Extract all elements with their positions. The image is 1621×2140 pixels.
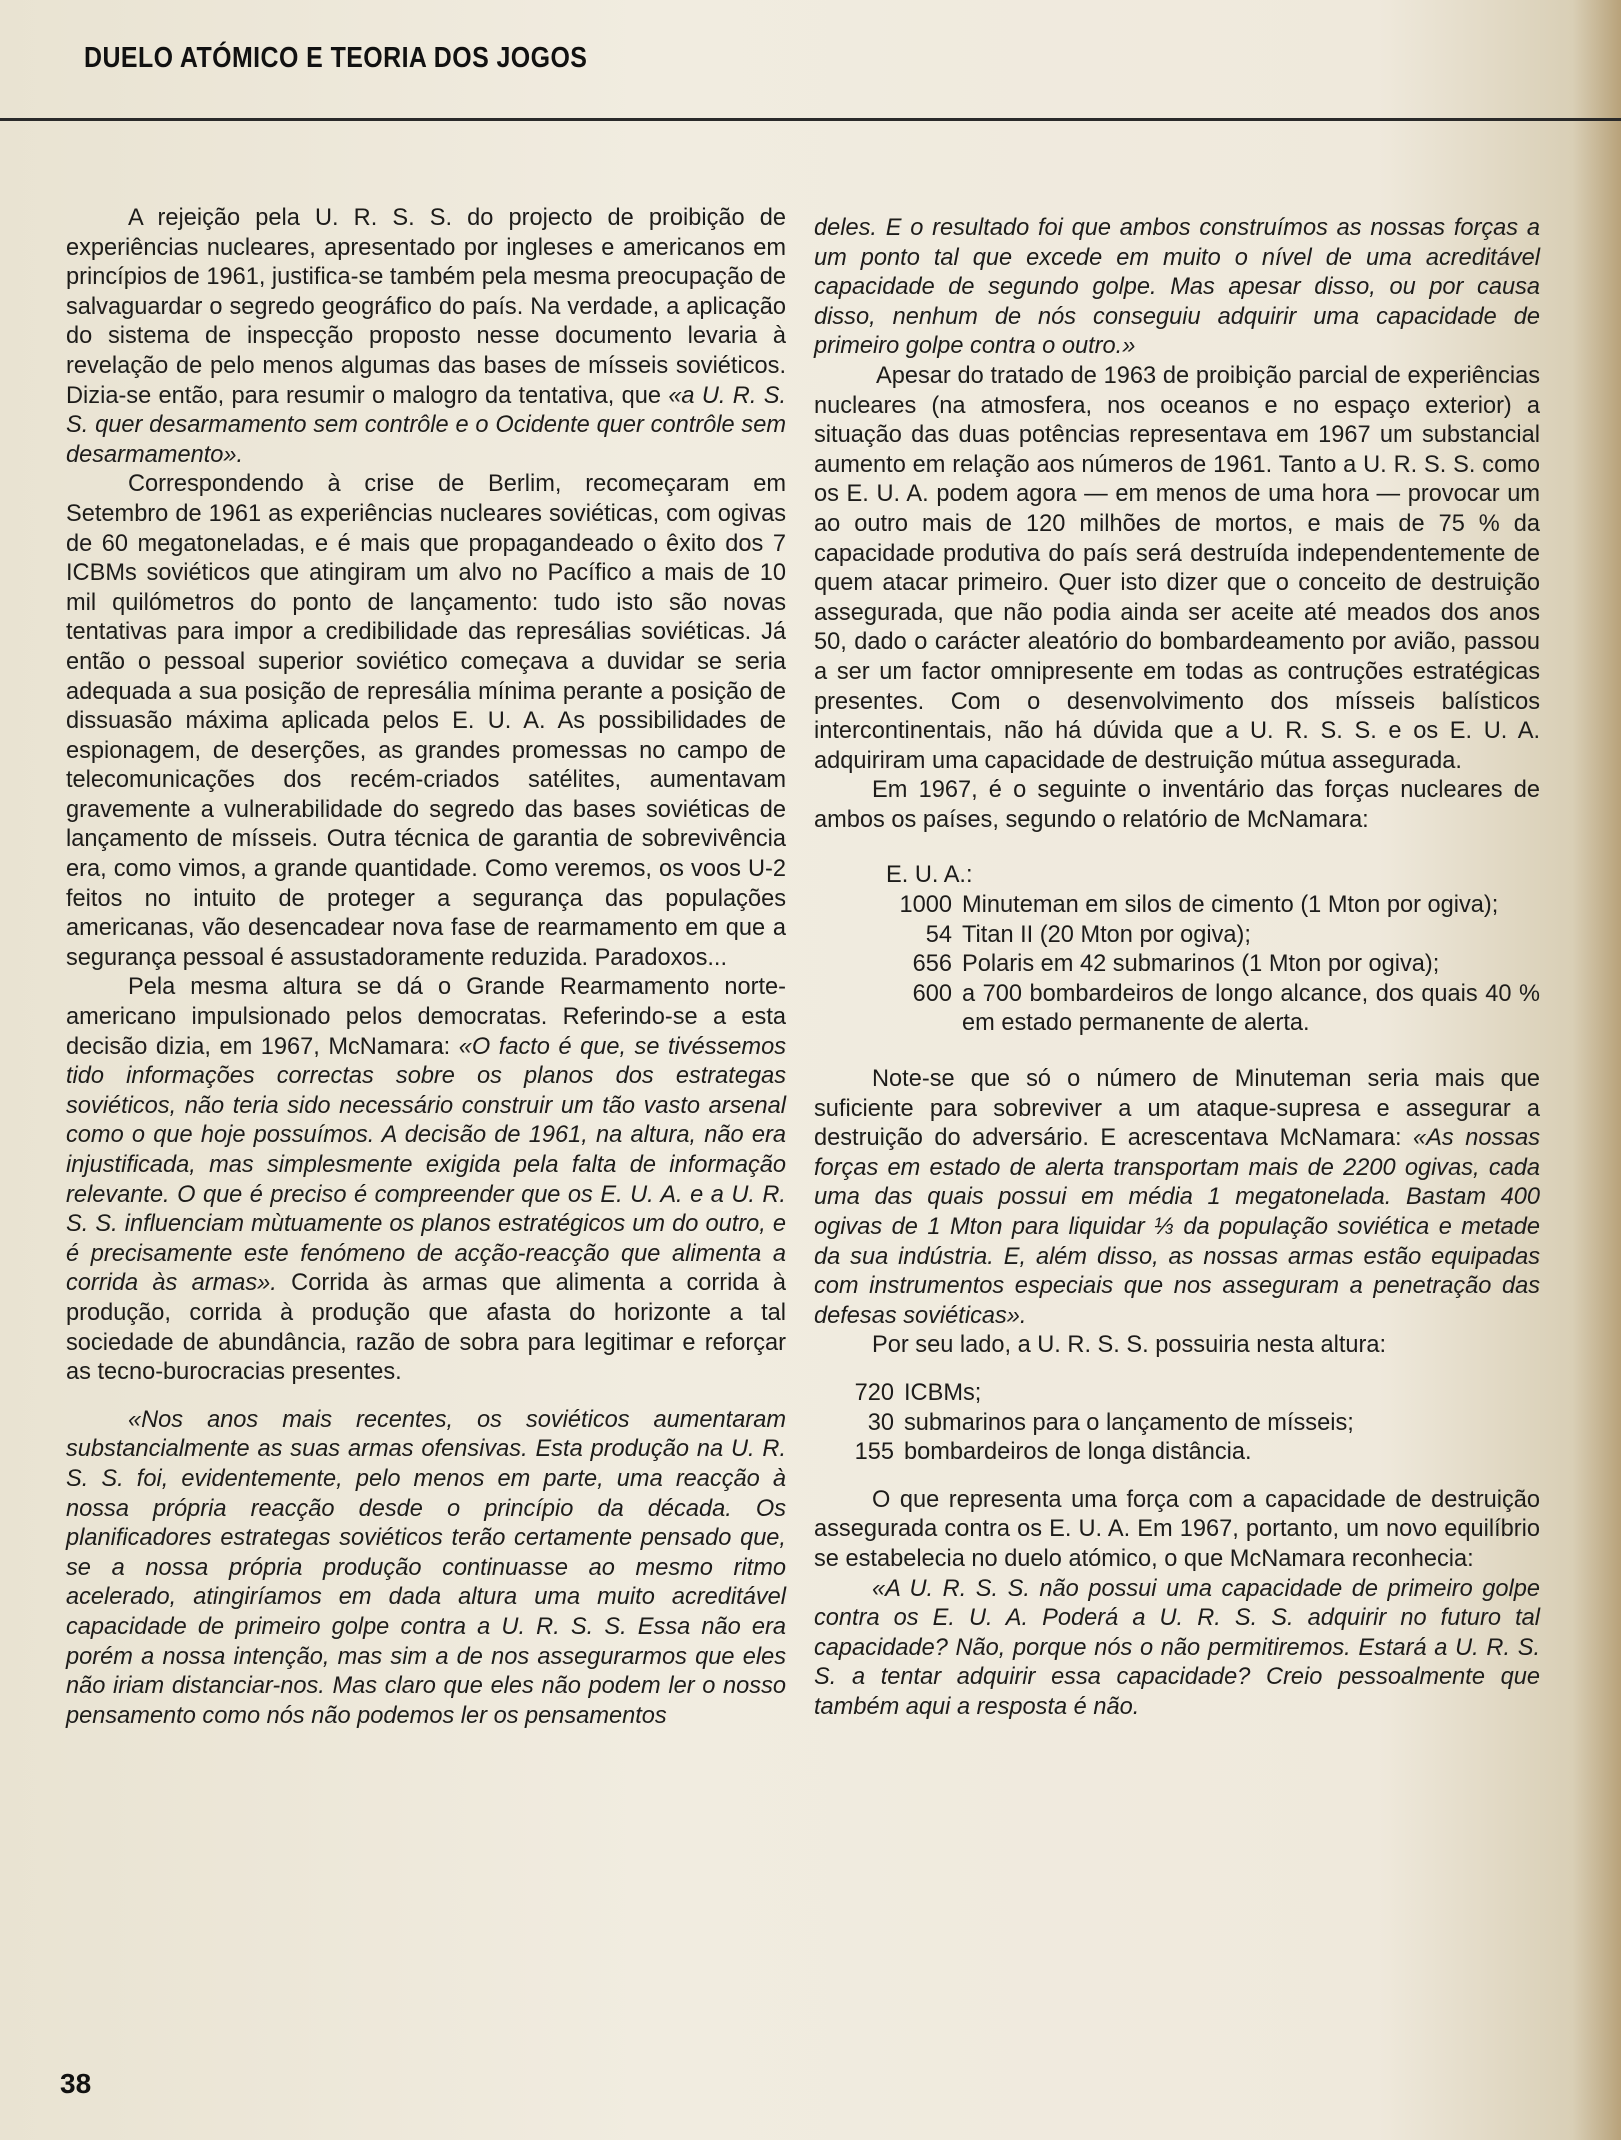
list-item: [814, 980, 1540, 1039]
paragraph: [814, 1575, 1540, 1723]
header-divider: [0, 118, 1621, 121]
list-item: [814, 1409, 1540, 1439]
list-item: [814, 891, 1540, 921]
inventory-description: Polaris em 42 submarinos (1 Mton por ogiva);: [962, 951, 1440, 978]
paragraph: [66, 1406, 786, 1732]
list-item: [814, 1438, 1540, 1468]
paragraph: [66, 204, 786, 470]
left-column: [66, 204, 786, 1731]
paragraph: Em 1967, é o seguinte o inventário das forças nucleares de ambos os países, segundo o relatório de McNamara:: [814, 777, 1540, 833]
list-item: [814, 950, 1540, 980]
list-item: [814, 1379, 1540, 1409]
paragraph-text: A rejeição pela U. R. S. S. do projecto de proibição de experiências nucleares, apresentado por ingleses e americanos em princípios de 1961, justifica-se também pela mesma preocupação de salvaguardar o segredo geográfico do país. Na verdade, a aplicação do sistema de inspecção proposto nesse documento levaria à revelação de pelo menos algumas das bases de mísseis soviéticos. Dizia-se então, para resumir o malogro da tentativa, que: [66, 205, 787, 409]
list-item: [814, 921, 1540, 951]
paragraph: [814, 214, 1540, 362]
quote-text: «As nossas forças em estado de alerta transportam mais de 2200 ogivas, cada uma das quais possui em média 1 megatonelada. Bastam 400 ogivas de 1 Mton para liquidar ⅓ da população soviética e metade da sua indústria. E, além disso, as nossas armas estão equipadas com instrumentos especiais que nos asseguram a penetração das defesas soviéticas».: [814, 1125, 1540, 1329]
ussr-inventory-list: [814, 1379, 1540, 1468]
page-number: 38: [60, 2068, 92, 2099]
usa-inventory-list: [814, 861, 1540, 1039]
spacer: [814, 1468, 1540, 1486]
paragraph: Apesar do tratado de 1963 de proibição parcial de experiências nucleares (na atmosfera, nos oceanos e no espaço exterior) a situação das duas potências representava em 1967 um substancial aumento em relação aos números de 1961. Tanto a U. R. S. S. como os E. U. A. podem agora — em menos de uma hora — provocar um ao outro mais de 120 milhões de mortos, e mais de 75 % da capacidade produtiva do país será destruída independentemente de quem atacar primeiro. Quer isto dizer que o conceito de destruição assegurada, que não podia ainda ser aceite até meados dos anos 50, dado o carácter aleatório do bombardeamento por avião, passou a ser um factor omnipresente em todas as contruções estratégicas presentes. Com o desenvolvimento dos mísseis balísticos intercontinentais, não há dúvida que a U. R. S. S. e os E. U. A. adquiriram uma capacidade de destruição mútua assegurada.: [814, 362, 1540, 774]
spacer: [814, 1361, 1540, 1379]
inventory-count: 30: [867, 1409, 894, 1436]
inventory-count: 600: [912, 980, 952, 1007]
paragraph: Correspondendo à crise de Berlim, recomeçaram em Setembro de 1961 as experiências nucleares soviéticas, com ogivas de 60 megatoneladas, e é mais que propagandeado o êxito dos 7 ICBMs soviéticos que atingiram um alvo no Pacífico a mais de 10 mil quilómetros do ponto de lançamento: tudo isto são novas tentativas para impor a credibilidade das represálias soviéticas. Já então o pessoal superior soviético começava a duvidar se seria adequada a sua posição de represália mínima perante a posição de dissuasão máxima aplicada pelos E. U. A. As possibilidades de espionagem, de deserções, as grandes promessas no campo de telecomunicações dos recém-criados satélites, aumentavam gravemente a vulnerabilidade do segredo das bases soviéticas de lançamento de mísseis. Outra técnica de garantia de sobrevivência era, como vimos, a grande quantidade. Como veremos, os voos U-2 feitos no intuito de proteger a segurança das populações americanas, vão desencadear nova fase de rearmamento em que a segurança pessoal é assustadoramente reduzida. Paradoxos...: [66, 471, 786, 971]
spacer: [814, 835, 1540, 861]
paragraph-text: Note-se que só o número de Minuteman seria mais que suficiente para sobreviver a um ataque-supresa e assegurar a destruição do adversário. E acrescentava McNamara:: [814, 1066, 1540, 1152]
spacer: [66, 1388, 786, 1406]
quote-text: «A U. R. S. S. não possui uma capacidade de primeiro golpe contra os E. U. A. Poderá a U. R. S. S. adquirir no futuro tal capacidade? Não, porque nós o não permitiremos. Estará a U. R. S. S. a tentar adquirir essa capacidade? Creio pessoalmente que também aqui a resposta é não.: [814, 1575, 1540, 1720]
paragraph: [814, 1065, 1540, 1331]
paragraph: O que representa uma força com a capacidade de destruição assegurada contra os E. U. A. Em 1967, portanto, um novo equilíbrio se estabelecia no duelo atómico, o que McNamara reconhecia:: [814, 1486, 1540, 1572]
paragraph: [66, 973, 786, 1387]
inventory-count: 720: [854, 1379, 894, 1406]
quote-text: deles. E o resultado foi que ambos construímos as nossas forças a um ponto tal que excede em muito o nível de uma acreditável capacidade de segundo golpe. Mas apesar disso, ou por causa disso, nenhum de nós conseguiu adquirir uma capacidade de primeiro golpe contra o outro.»: [814, 215, 1540, 360]
running-header-title: DUELO ATÓMICO E TEORIA DOS JOGOS: [84, 42, 588, 74]
inventory-count: 155: [854, 1439, 894, 1466]
inventory-description: ICBMs;: [904, 1379, 982, 1406]
inventory-description: bombardeiros de longa distância.: [904, 1439, 1252, 1466]
spacer: [814, 1039, 1540, 1065]
inventory-description: Titan II (20 Mton por ogiva);: [962, 921, 1251, 948]
inventory-count: 1000: [899, 892, 952, 919]
inventory-description: submarinos para o lançamento de mísseis;: [904, 1409, 1354, 1436]
paragraph-text: Corrida às armas que alimenta a corrida à produção, corrida à produção que afasta do horizonte a tal sociedade de abundância, razão de sobra para legitimar e reforçar as tecno-burocracias presentes.: [66, 1270, 787, 1386]
quote-text: «Nos anos mais recentes, os soviéticos aumentaram substancialmente as suas armas ofensivas. Esta produção na U. R. S. S. foi, evidentemente, pelo menos em parte, uma reacção à nossa própria reacção desde o princípio da década. Os planificadores estrategas soviéticos terão certamente pensado que, se a nossa própria produção continuasse ao mesmo ritmo acelerado, atingiríamos em dada altura uma muito acreditável capacidade de primeiro golpe contra a U. R. S. S. Essa não era porém a nossa intenção, mas sim a de nos assegurarmos que eles não iriam distanciar-nos. Mas claro que eles não podem ler o nosso pensamento como nós não podemos ler os pensamentos: [66, 1406, 786, 1729]
inventory-description: Minuteman em silos de cimento (1 Mton por ogiva);: [962, 892, 1499, 919]
inventory-count: 54: [925, 921, 952, 948]
quote-text: «a U. R. S. S. quer desarmamento sem contrôle e o Ocidente quer contrôle sem desarmamento».: [66, 382, 787, 468]
paragraph-text: Pela mesma altura se dá o Grande Rearmamento norte-americano impulsionado pelos democratas. Referindo-se a esta decisão dizia, em 1967, McNamara:: [66, 974, 786, 1060]
inventory-count: 656: [912, 951, 952, 978]
usa-inventory-label: E. U. A.:: [886, 862, 973, 889]
paragraph: Por seu lado, a U. R. S. S. possuiria nesta altura:: [872, 1332, 1387, 1359]
quote-text: «O facto é que, se tivéssemos tido informações correctas sobre os planos dos estrategas soviéticos, não teria sido necessário construir um tão vasto arsenal como o que hoje possuímos. A decisão de 1961, na altura, não era injustificada, mas simplesmente exigida pela falta de informação relevante. O que é preciso é compreender que os E. U. A. e a U. R. S. S. influenciam mùtuamente os planos estratégicos um do outro, e é precisamente este fenómeno de acção-reacção que alimenta a corrida às armas».: [66, 1033, 786, 1297]
inventory-description: a 700 bombardeiros de longo alcance, dos quais 40 % em estado permanente de alerta.: [962, 980, 1540, 1037]
right-column: [814, 214, 1540, 1723]
